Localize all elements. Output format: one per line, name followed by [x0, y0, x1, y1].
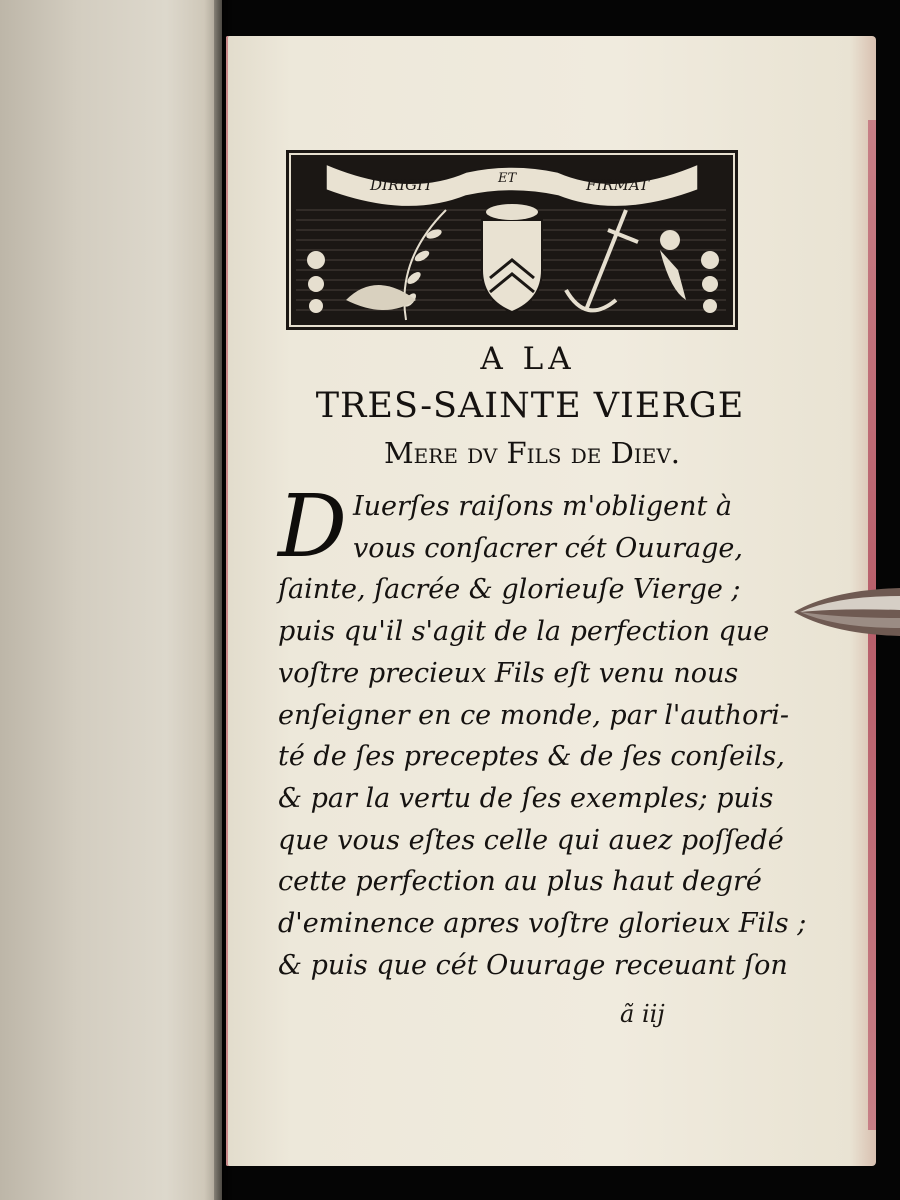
- signature-mark: ã iij: [620, 1000, 665, 1028]
- body-line: puis qu'il s'agit de la perfection que: [278, 616, 770, 648]
- woodcut-headpiece: [286, 150, 738, 330]
- body-line: té de ſes preceptes & de ſes conſeils,: [278, 741, 785, 773]
- body-line: Iuerſes raiſons m'obligent à: [352, 491, 733, 522]
- body-line: d'eminence apres voſtre glorieux Fils ;: [278, 908, 807, 940]
- drop-capital: D: [278, 477, 347, 577]
- body-line: que vous eſtes celle qui auez poſſedé: [278, 824, 784, 856]
- body-line: enſeigner en ce monde, par l'authori-: [278, 699, 789, 731]
- woodcut-illustration: [286, 150, 738, 330]
- dedication-body: [278, 477, 807, 986]
- metal-page-clip: [792, 584, 900, 640]
- motto-word-2: ET: [498, 171, 517, 186]
- left-page: [0, 0, 222, 1200]
- body-line: vous conſacrer cét Ouurage,: [352, 532, 743, 564]
- heading-line-3: Mere dv Fils de Diev.: [383, 436, 680, 470]
- heading-line-2: TRES-SAINTE VIERGE: [315, 386, 745, 426]
- dedication-heading: [270, 340, 770, 472]
- body-line: cette perfection au plus haut degré: [278, 866, 762, 898]
- body-line: ſainte, ſacrée & glorieuſe Vierge ;: [278, 574, 741, 606]
- motto-word-1: DIRIGIT: [370, 176, 434, 194]
- body-line: voſtre precieux Fils eſt venu nous: [278, 657, 739, 689]
- body-line: & par la vertu de ſes exemples; puis: [278, 782, 774, 814]
- heading-line-1: A LA: [480, 341, 576, 377]
- motto-word-3: FIRMAT: [586, 176, 650, 194]
- body-line: & puis que cét Ouurage receuant ſon: [278, 949, 788, 981]
